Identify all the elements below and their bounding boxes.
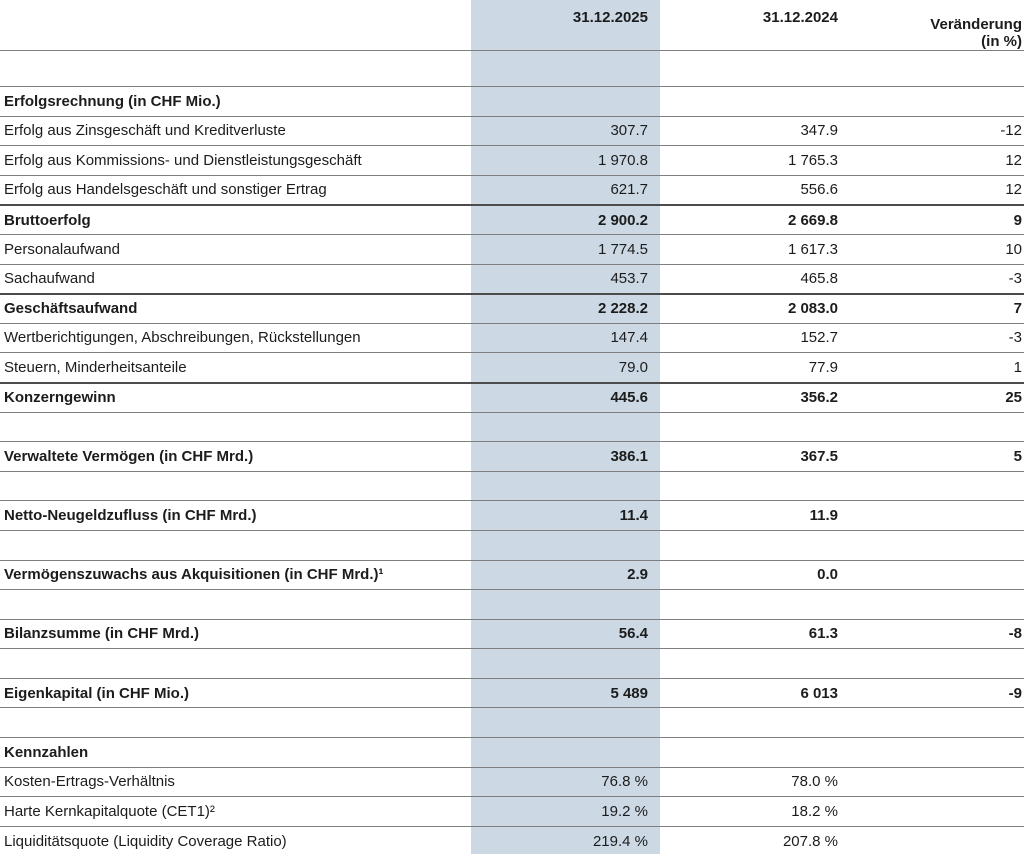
value-2024 [660,738,838,767]
row-label: Kosten-Ertrags-Verhältnis [4,773,175,791]
table-row [0,293,1024,323]
value-change [838,649,1024,678]
value-change [838,501,1024,530]
row-label: Verwaltete Vermögen (in CHF Mrd.) [4,447,254,465]
value-2025: 147.4 [471,324,660,353]
table-row [0,175,1024,205]
value-2025: 1 970.8 [471,146,660,175]
row-label [0,649,471,678]
value-2024: 556.6 [800,181,838,199]
value-2025 [471,738,660,767]
value-2024: 77.9 [808,359,838,377]
table-row [0,767,1024,797]
value-2025 [471,472,660,501]
row-label: Erfolgsrechnung (in CHF Mio.) [4,92,221,110]
value-2024 [660,51,838,86]
row-label: Harte Kernkapitalquote (CET1)² [4,802,215,820]
table-row [0,678,1024,708]
row-label: Kennzahlen [4,743,89,761]
table-row [0,234,1024,264]
value-2025: 386.1 [471,442,660,471]
value-2024 [660,413,838,442]
row-label [0,590,471,619]
row-label: Wertberichtigungen, Abschreibungen, Rückstellungen [4,329,361,347]
value-2024: 367.5 [800,447,838,465]
value-change [838,708,1024,737]
value-change: -3 [1008,329,1022,347]
value-change: 9 [1013,211,1022,229]
table-row [0,560,1024,590]
value-2025 [471,87,660,116]
value-2025 [471,531,660,560]
spacer-row [0,50,1024,86]
value-change [838,797,1024,826]
row-label [0,531,471,560]
value-change: -12 [1000,122,1022,140]
spacer-row [0,412,1024,442]
table-row [0,382,1024,412]
value-change [838,561,1024,590]
value-2024: 0.0 [817,566,838,584]
value-2024 [660,708,838,737]
row-label: Erfolg aus Zinsgeschäft und Kreditverluste [4,122,286,140]
table-row [0,826,1024,854]
section-row [0,737,1024,767]
value-2025: 621.7 [471,176,660,205]
value-2025 [471,708,660,737]
value-2025: 19.2 % [471,797,660,826]
value-2024: 1 617.3 [787,240,838,258]
table-row [0,116,1024,146]
value-change: -8 [1008,625,1022,643]
row-label: Netto-Neugeldzufluss (in CHF Mrd.) [4,506,257,524]
value-2025: 2.9 [471,561,660,590]
value-2025: 76.8 % [471,768,660,797]
row-label [0,51,471,86]
table-row [0,500,1024,530]
spacer-row [0,707,1024,737]
row-label: Eigenkapital (in CHF Mio.) [4,684,190,702]
value-2024: 347.9 [800,122,838,140]
value-change [838,531,1024,560]
value-2024 [660,531,838,560]
value-2024 [660,472,838,501]
value-2024: 2 083.0 [787,300,838,318]
row-label: Bilanzsumme (in CHF Mrd.) [4,625,200,643]
value-change: 10 [1005,240,1022,258]
column-header-2025: 31.12.2025 [471,0,660,50]
table-row [0,264,1024,294]
column-header-2024: 31.12.2024 [762,9,838,26]
value-2024: 11.9 [809,506,838,524]
value-change: 12 [1005,181,1022,199]
value-2024 [660,649,838,678]
value-2025: 445.6 [471,384,660,412]
value-2025: 5 489 [471,679,660,708]
table-header-row [0,0,1024,50]
row-label: Bruttoerfolg [4,211,91,229]
value-change [838,827,1024,854]
value-change: -3 [1008,270,1022,288]
table-row [0,796,1024,826]
value-2025 [471,590,660,619]
value-2024: 152.7 [800,329,838,347]
table-row [0,441,1024,471]
section-row [0,86,1024,116]
value-2024: 465.8 [800,270,838,288]
value-2024: 207.8 % [782,832,838,850]
value-2024: 61.3 [808,625,838,643]
value-2024: 6 013 [800,684,838,702]
spacer-row [0,471,1024,501]
table-row [0,619,1024,649]
value-change [838,87,1024,116]
row-label: Vermögenszuwachs aus Akquisitionen (in CHF Mrd.)¹ [4,566,384,584]
value-2024 [660,87,838,116]
row-label: Erfolg aus Kommissions- und Dienstleistungsgeschäft [4,151,362,169]
table-row [0,145,1024,175]
column-header-change-line1: Veränderung [930,15,1022,33]
value-2024: 1 765.3 [787,151,838,169]
spacer-row [0,589,1024,619]
value-change: 1 [1013,359,1022,377]
row-label: Erfolg aus Handelsgeschäft und sonstiger Ertrag [4,181,327,199]
value-2024: 18.2 % [791,802,838,820]
row-label: Konzerngewinn [4,389,116,407]
value-change: 12 [1005,151,1022,169]
table-body [0,50,1024,854]
value-change [838,413,1024,442]
table-row [0,352,1024,382]
column-header-change-line2: (in %) [981,32,1022,50]
row-label [0,708,471,737]
table-row [0,204,1024,234]
value-2025 [471,413,660,442]
row-label: Personalaufwand [4,240,120,258]
value-2025 [471,51,660,86]
value-2024: 356.2 [800,389,838,407]
row-label [0,472,471,501]
row-label: Steuern, Minderheitsanteile [4,359,187,377]
value-2024: 78.0 % [791,773,838,791]
value-2025: 1 774.5 [471,235,660,264]
spacer-row [0,648,1024,678]
value-change: 7 [1013,300,1022,318]
spacer-row [0,530,1024,560]
value-change: 5 [1013,447,1022,465]
row-label: Sachaufwand [4,270,95,288]
value-change: -9 [1008,684,1022,702]
value-2025: 56.4 [471,620,660,649]
value-2025: 2 900.2 [471,206,660,234]
value-2025: 11.4 [471,501,660,530]
value-2025: 219.4 % [471,827,660,854]
value-2025: 2 228.2 [471,295,660,323]
table-row [0,323,1024,353]
value-change [838,768,1024,797]
value-change [838,738,1024,767]
row-label: Liquiditätsquote (Liquidity Coverage Ratio) [4,832,287,850]
value-change [838,51,1024,86]
value-2025: 453.7 [471,265,660,294]
value-2024 [660,590,838,619]
value-change [838,590,1024,619]
value-change [838,472,1024,501]
value-2025: 307.7 [471,117,660,146]
row-label [0,413,471,442]
row-label: Geschäftsaufwand [4,300,138,318]
header-label-cell [0,0,471,50]
value-2024: 2 669.8 [787,211,838,229]
value-change: 25 [1005,389,1022,407]
value-2025 [471,649,660,678]
value-2025: 79.0 [471,353,660,382]
column-header-change [838,0,1024,50]
